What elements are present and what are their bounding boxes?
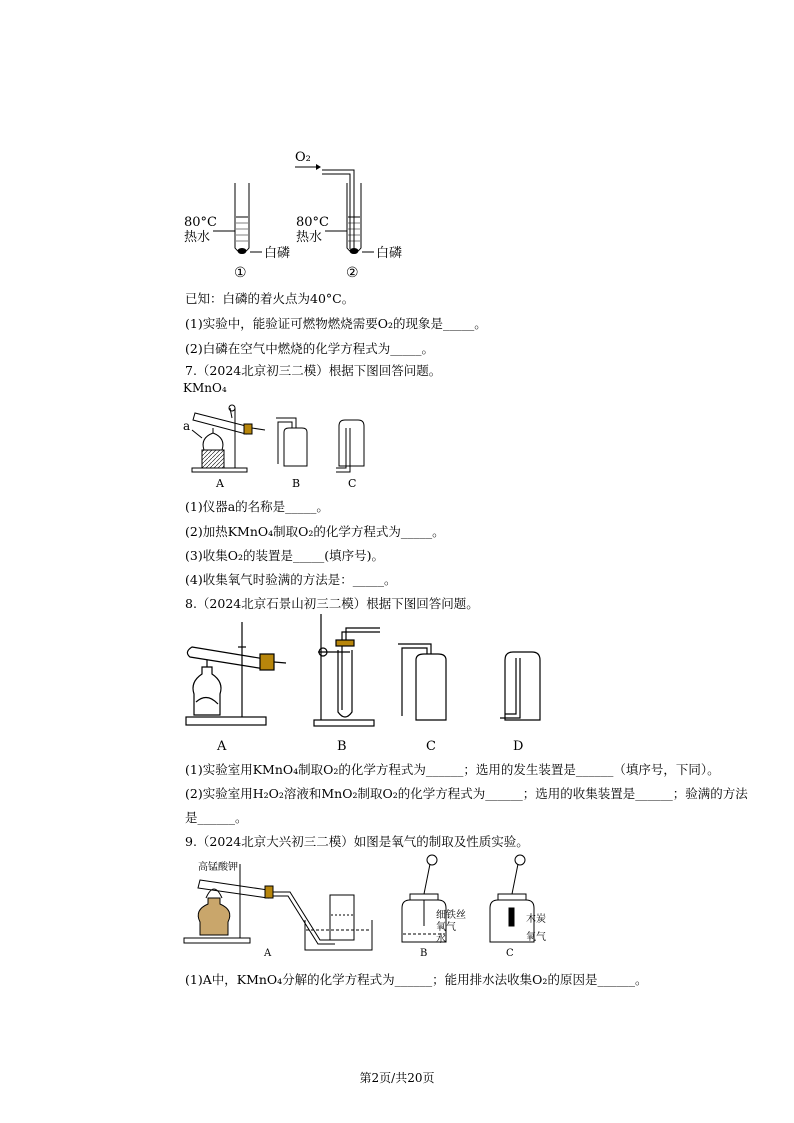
temp-label-1: 80°C — [184, 215, 217, 230]
q7-sub3: (3)收集O₂的装置是_____(填序号)。 — [185, 548, 384, 563]
label-c: C — [506, 948, 514, 959]
q9-stem: 9.（2024北京大兴初三二模）如图是氧气的制取及性质实验。 — [185, 834, 529, 849]
page-footer: 第2页/共20页 — [359, 1071, 435, 1085]
instrument-a-label: a — [183, 419, 191, 433]
kmno4-label: 高锰酸钾 — [198, 862, 238, 873]
label-a: A — [264, 948, 272, 959]
figure-q8-apparatus — [180, 612, 550, 752]
q6-sub2: (2)白磷在空气中燃烧的化学方程式为_____。 — [185, 341, 434, 356]
tube-number-1: ① — [234, 265, 247, 280]
label-b: B — [337, 739, 347, 752]
hot-water-label-2: 热水 — [296, 230, 323, 245]
q8-sub2-line2: 是______。 — [185, 810, 248, 825]
kmno4-label: KMnO₄ — [183, 381, 227, 395]
oxygen-label-b: 氧气 — [436, 922, 456, 933]
oxygen-label: O₂ — [295, 150, 311, 165]
figure-q7-apparatus — [180, 378, 380, 490]
figure-q6-test-tubes — [180, 145, 420, 280]
oxygen-label-c: 氧气 — [526, 932, 546, 943]
label-a: A — [216, 477, 224, 490]
label-c: C — [348, 477, 357, 490]
label-c: C — [426, 739, 436, 752]
q8-sub2-line1: (2)实验室用H₂O₂溶液和MnO₂制取O₂的化学方程式为______；选用的收集装置是______；验满的方法 — [185, 786, 748, 801]
q7-sub2: (2)加热KMnO₄制取O₂的化学方程式为_____。 — [185, 524, 445, 539]
iron-wire-label: 细铁丝 — [436, 910, 466, 921]
label-b: B — [420, 948, 428, 959]
tube-number-2: ② — [346, 265, 359, 280]
q8-sub1: (1)实验室用KMnO₄制取O₂的化学方程式为______；选用的发生装置是______（填序号，下同）。 — [185, 762, 720, 777]
q6-known: 已知：白磷的着火点为40°C。 — [185, 291, 355, 306]
q7-stem: 7.（2024北京初三二模）根据下图回答问题。 — [185, 363, 442, 378]
label-a: A — [217, 739, 227, 752]
water-label: 水 — [436, 934, 446, 945]
q6-sub1: (1)实验中，能验证可燃物燃烧需要O₂的现象是_____。 — [185, 316, 487, 331]
white-phosphorus-label-1: 白磷 — [264, 246, 291, 261]
figure-q9-apparatus — [180, 850, 560, 960]
hot-water-label-1: 热水 — [184, 230, 211, 245]
label-d: D — [513, 739, 524, 752]
q7-sub1: (1)仪器a的名称是_____。 — [185, 499, 329, 514]
temp-label-2: 80°C — [296, 215, 329, 230]
q7-sub4: (4)收集氧气时验满的方法是：_____。 — [185, 572, 397, 587]
label-b: B — [292, 477, 301, 490]
q8-stem: 8.（2024北京石景山初三二模）根据下图回答问题。 — [185, 596, 479, 611]
q9-sub1: (1)A中，KMnO₄分解的化学方程式为______；能用排水法收集O₂的原因是______。 — [185, 972, 648, 987]
charcoal-label: 木炭 — [526, 914, 546, 925]
white-phosphorus-label-2: 白磷 — [376, 246, 403, 261]
